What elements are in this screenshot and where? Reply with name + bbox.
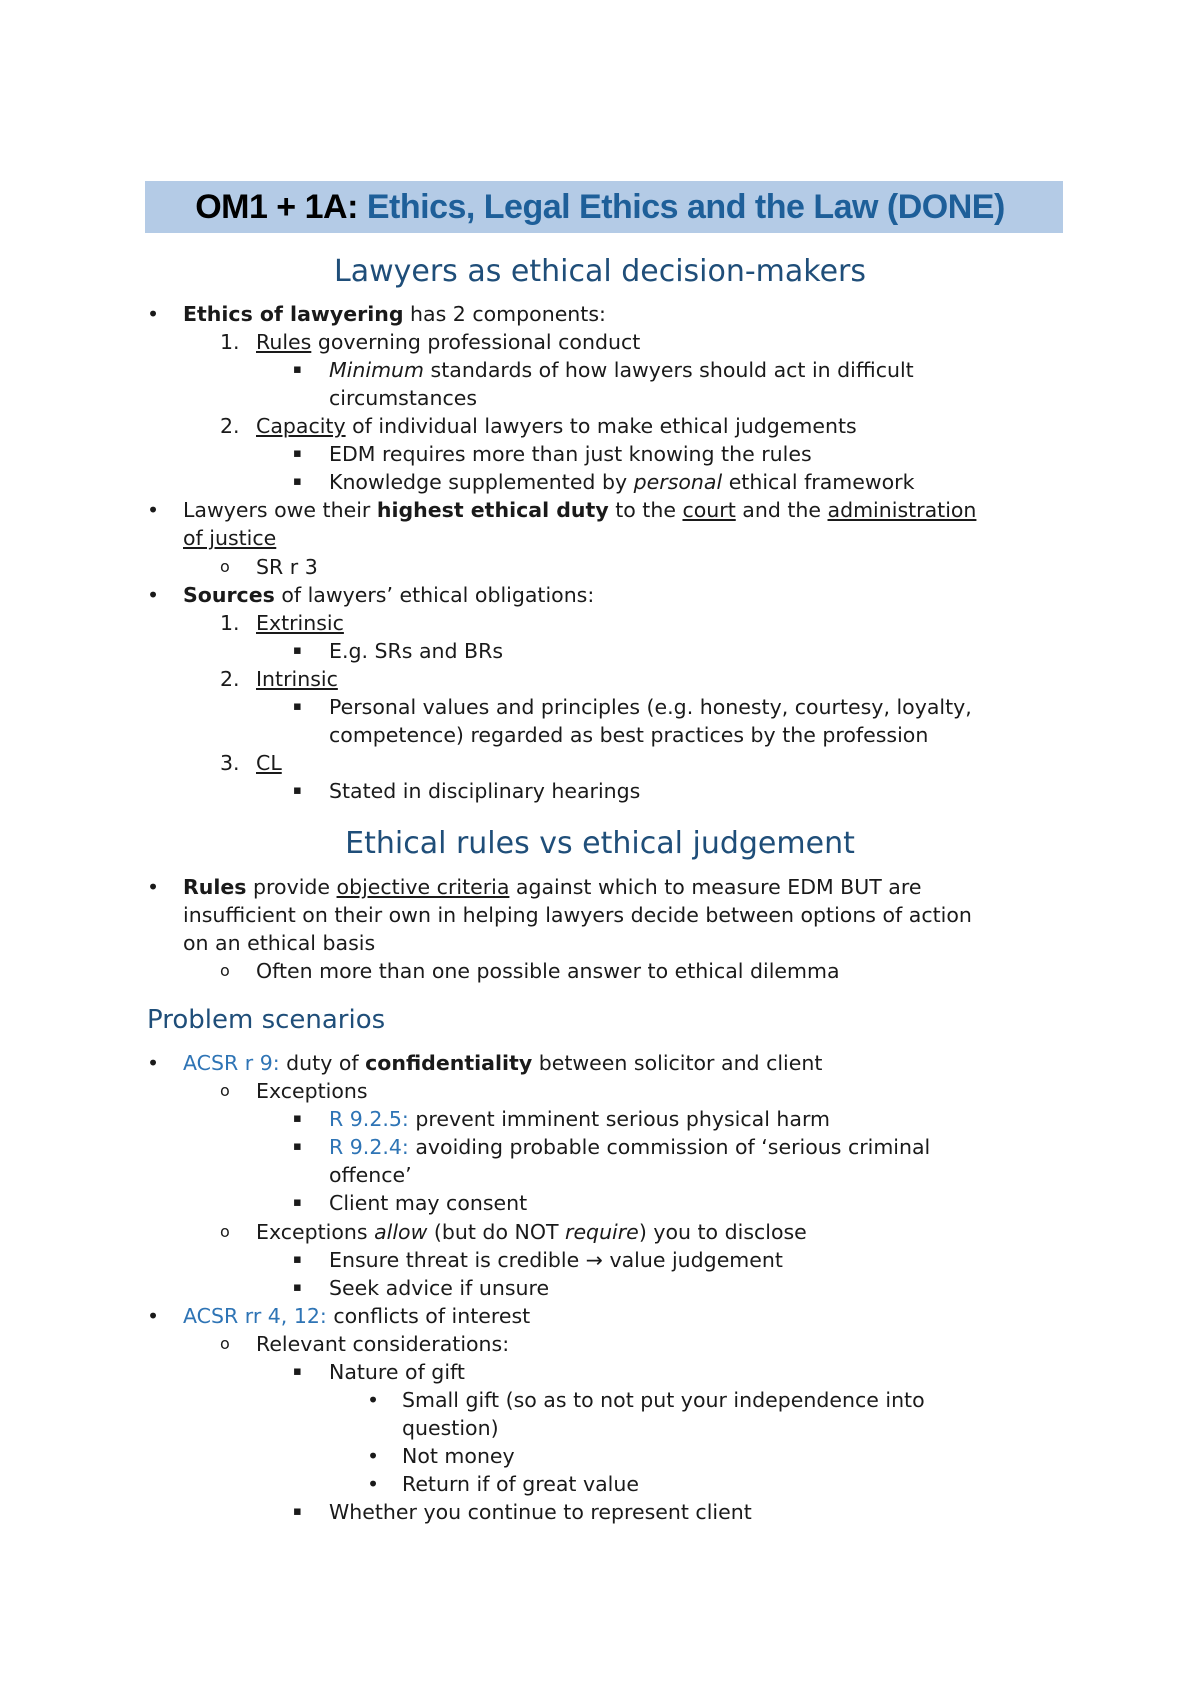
list-marker: • <box>367 1388 380 1412</box>
text-run: Rules <box>256 330 312 354</box>
list-marker: 1. <box>220 330 240 354</box>
list-item <box>256 665 338 693</box>
text-run: Nature of gift <box>329 1360 465 1384</box>
list-item <box>183 901 972 929</box>
list-item <box>329 1274 549 1302</box>
list-item <box>256 609 344 637</box>
list-marker: 2. <box>220 667 240 691</box>
list-marker: 3. <box>220 751 240 775</box>
text-run: Minimum <box>329 358 425 382</box>
list-marker: • <box>367 1472 380 1496</box>
text-run: and the <box>735 498 828 522</box>
text-run: between solicitor and client <box>532 1051 823 1075</box>
list-item <box>256 1218 807 1246</box>
text-run: Often more than one possible answer to ethical dilemma <box>256 959 840 983</box>
text-run: allow <box>374 1220 428 1244</box>
list-item <box>329 384 477 412</box>
text-run: Rules <box>183 875 247 899</box>
text-run: prevent imminent serious physical harm <box>408 1107 831 1131</box>
rule-reference: R 9.2.5: <box>329 1107 409 1131</box>
text-run: circumstances <box>329 386 478 410</box>
text-run: Sources <box>183 583 275 607</box>
section-heading-lawyers: Lawyers as ethical decision-makers <box>333 254 867 289</box>
list-item <box>329 1105 830 1133</box>
text-run: Extrinsic <box>256 611 344 635</box>
list-marker: • <box>147 1051 160 1075</box>
text-run: highest ethical duty <box>376 498 609 522</box>
text-run: Stated in disciplinary hearings <box>329 779 641 803</box>
text-run: insufficient on their own in helping lawyers decide between options of action <box>183 903 972 927</box>
rule-reference: ACSR rr 4, 12: <box>183 1304 327 1328</box>
text-run: governing professional conduct <box>311 330 641 354</box>
list-marker: ▪ <box>293 1195 302 1210</box>
list-marker: ▪ <box>293 1139 302 1154</box>
text-run: E.g. SRs and BRs <box>329 639 504 663</box>
list-item <box>256 957 840 985</box>
text-run: duty of <box>279 1051 366 1075</box>
text-run: provide <box>246 875 337 899</box>
list-marker: • <box>147 302 160 326</box>
list-marker: ▪ <box>293 1504 302 1519</box>
text-run: Small gift (so as to not put your independence into <box>402 1388 925 1412</box>
text-run: Not money <box>402 1444 515 1468</box>
subsection-heading-problem-scenarios: Problem scenarios <box>147 1005 386 1035</box>
list-item <box>329 1358 465 1386</box>
list-item <box>183 929 375 957</box>
list-item <box>329 440 812 468</box>
list-item <box>183 1049 822 1077</box>
list-item <box>329 721 928 749</box>
list-marker: ▪ <box>293 699 302 714</box>
text-run: of lawyers’ ethical obligations: <box>274 583 595 607</box>
list-item <box>402 1470 639 1498</box>
list-marker: ▪ <box>293 1252 302 1267</box>
text-run: Seek advice if unsure <box>329 1276 550 1300</box>
list-item <box>183 300 606 328</box>
list-item <box>256 1077 368 1105</box>
text-run: value judgement <box>602 1248 783 1272</box>
text-run: Exceptions <box>256 1220 375 1244</box>
text-run: to the <box>608 498 683 522</box>
text-run: conflicts of interest <box>326 1304 531 1328</box>
text-run: Intrinsic <box>256 667 338 691</box>
text-run: Lawyers owe their <box>183 498 377 522</box>
list-item <box>256 412 857 440</box>
text-run: Knowledge supplemented by <box>329 470 634 494</box>
page-title <box>0 182 1200 232</box>
text-run: against which to measure EDM BUT are <box>509 875 922 899</box>
text-run: Exceptions <box>256 1079 368 1103</box>
list-marker: ▪ <box>293 474 302 489</box>
text-run: administration <box>827 498 977 522</box>
list-marker: o <box>220 961 230 980</box>
text-run: confidentiality <box>365 1051 533 1075</box>
list-item <box>256 1330 509 1358</box>
list-marker: • <box>147 498 160 522</box>
text-run: on an ethical basis <box>183 931 376 955</box>
text-run: personal <box>633 470 723 494</box>
list-marker: ▪ <box>293 783 302 798</box>
text-run: ethical framework <box>722 470 915 494</box>
list-marker: ▪ <box>293 643 302 658</box>
list-item <box>402 1386 925 1414</box>
list-item <box>329 1246 783 1274</box>
list-marker: ▪ <box>293 1364 302 1379</box>
text-run: require <box>565 1220 639 1244</box>
text-run: offence’ <box>329 1163 412 1187</box>
list-marker: ▪ <box>293 1280 302 1295</box>
list-marker: ▪ <box>293 446 302 461</box>
text-run: objective criteria <box>336 875 510 899</box>
list-item <box>329 356 914 384</box>
list-item <box>183 1302 530 1330</box>
text-run: (but do NOT <box>427 1220 566 1244</box>
list-item <box>329 1498 752 1526</box>
list-item <box>329 637 503 665</box>
text-run: EDM requires more than just knowing the rules <box>329 442 812 466</box>
list-marker: ▪ <box>293 1111 302 1126</box>
list-item <box>183 581 594 609</box>
list-marker: o <box>220 1081 230 1100</box>
list-item <box>402 1442 515 1470</box>
list-item <box>329 1161 412 1189</box>
rule-reference: ACSR r 9: <box>183 1051 280 1075</box>
list-marker: o <box>220 1334 230 1353</box>
text-run: has 2 components: <box>403 302 606 326</box>
list-item <box>402 1414 499 1442</box>
text-run: of justice <box>183 526 277 550</box>
text-run: CL <box>256 751 282 775</box>
text-run: Capacity <box>256 414 346 438</box>
list-item <box>329 1189 527 1217</box>
list-marker: o <box>220 1222 230 1241</box>
text-run: standards of how lawyers should act in difficult <box>424 358 914 382</box>
title-main: Ethics, Legal Ethics and the Law (DONE) <box>366 188 1005 226</box>
list-marker: 1. <box>220 611 240 635</box>
list-item <box>329 468 914 496</box>
section-heading-ethical-rules: Ethical rules vs ethical judgement <box>345 826 855 861</box>
list-marker: • <box>147 583 160 607</box>
rule-reference: R 9.2.4: <box>329 1135 409 1159</box>
text-run: Ethics of lawyering <box>183 302 404 326</box>
list-marker: • <box>147 1304 160 1328</box>
list-item <box>256 749 282 777</box>
text-run: question) <box>402 1416 499 1440</box>
text-run: Whether you continue to represent client <box>329 1500 752 1524</box>
text-run: Client may consent <box>329 1191 528 1215</box>
text-run: ) you to disclose <box>638 1220 807 1244</box>
text-run: court <box>682 498 736 522</box>
text-run: Relevant considerations: <box>256 1332 510 1356</box>
text-run: avoiding probable commission of ‘serious criminal <box>408 1135 931 1159</box>
list-marker: o <box>220 557 230 576</box>
list-marker: • <box>367 1444 380 1468</box>
text-run: of individual lawyers to make ethical judgements <box>345 414 857 438</box>
text-run: Personal values and principles (e.g. honesty, courtesy, loyalty, <box>329 695 972 719</box>
text-run: Ensure threat is credible <box>329 1248 586 1272</box>
list-item <box>329 693 972 721</box>
list-marker: ▪ <box>293 362 302 377</box>
text-run: → <box>585 1248 603 1272</box>
list-item <box>183 496 976 524</box>
list-item <box>329 777 640 805</box>
list-item <box>183 524 276 552</box>
text-run: competence) regarded as best practices by the profession <box>329 723 929 747</box>
list-marker: • <box>147 875 160 899</box>
list-item <box>256 328 640 356</box>
list-marker: 2. <box>220 414 240 438</box>
title-prefix: OM1 + 1A: <box>195 188 367 226</box>
list-item <box>256 553 318 581</box>
text-run: Return if of great value <box>402 1472 639 1496</box>
list-item <box>329 1133 930 1161</box>
text-run: SR r 3 <box>256 555 318 579</box>
list-item <box>183 873 921 901</box>
